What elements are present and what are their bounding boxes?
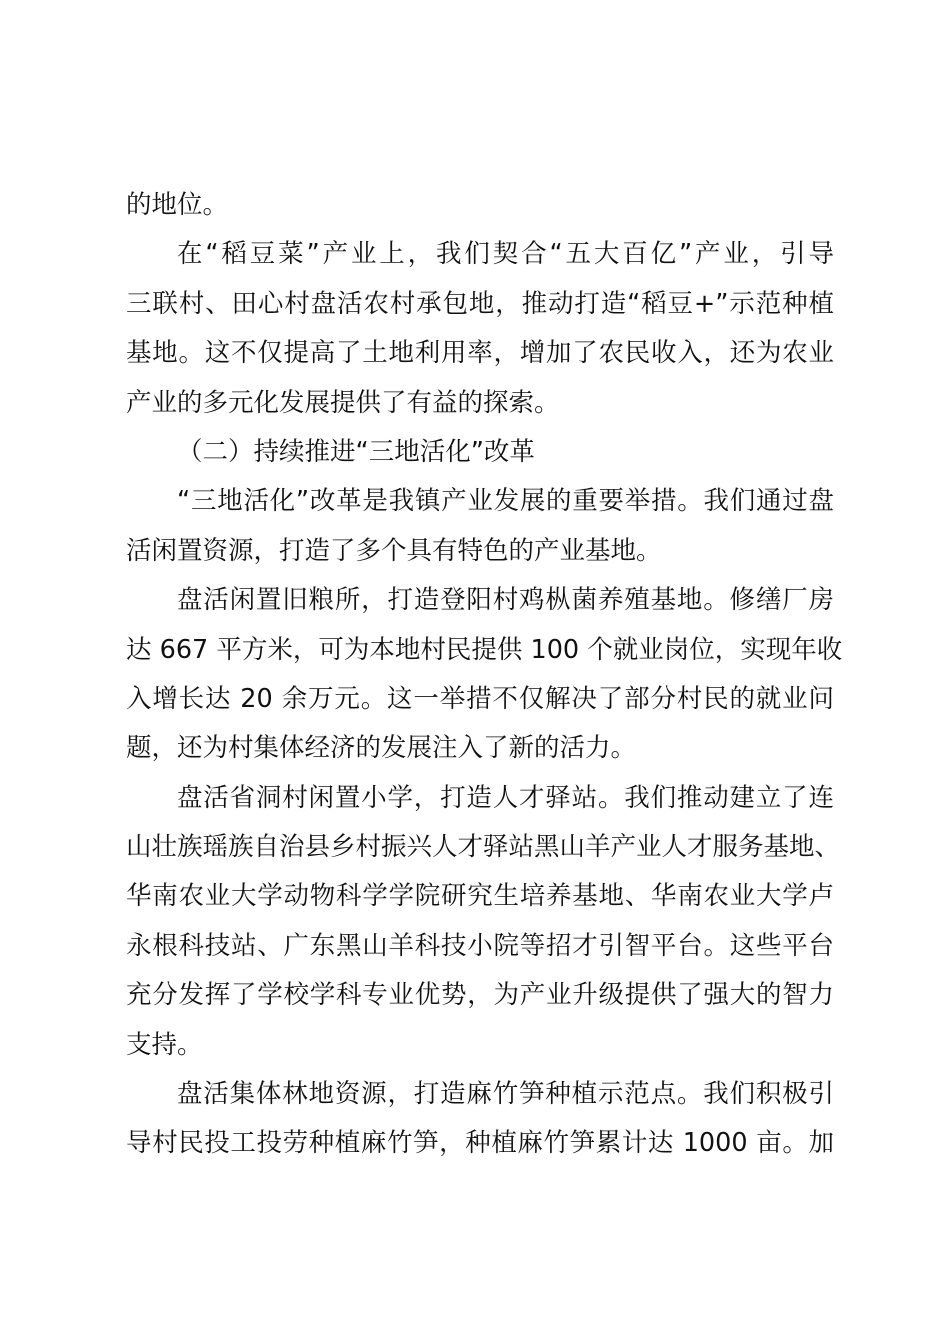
- text-line: 入增长达 20 余万元。这一举措不仅解决了部分村民的就业问: [126, 683, 834, 714]
- text-line: 基地。这不仅提高了土地利用率，增加了农民收入，还为农业: [126, 338, 834, 369]
- text-line: 达 667 平方米，可为本地村民提供 100 个就业岗位，实现年收: [126, 634, 843, 665]
- heading-line: （二）持续推进“三地活化”改革: [177, 436, 535, 467]
- document-body: [126, 181, 843, 1169]
- text-line: 盘活闲置旧粮所，打造登阳村鸡枞菌养殖基地。修缮厂房: [177, 585, 834, 616]
- paragraph-continuation: [126, 181, 834, 230]
- text-line: 盘活省洞村闲置小学，打造人才驿站。我们推动建立了连: [177, 782, 834, 813]
- text-line: “三地活化”改革是我镇产业发展的重要举措。我们通过盘: [177, 486, 834, 517]
- paragraph-rice-bean-vegetable: [126, 230, 834, 428]
- section-heading: [126, 428, 834, 477]
- text-line: 盘活集体林地资源，打造麻竹笋种植示范点。我们积极引: [177, 1079, 834, 1110]
- paragraph-grain-station: [126, 576, 843, 774]
- text-line: 华南农业大学动物科学学院研究生培养基地、华南农业大学卢: [126, 881, 834, 912]
- paragraph-bamboo-shoot: [126, 1070, 834, 1169]
- text-line: 充分发挥了学校学科专业优势，为产业升级提供了强大的智力: [126, 980, 834, 1011]
- text-line: 在“稻豆菜”产业上，我们契合“五大百亿”产业，引导: [177, 239, 834, 270]
- text-line: 山壮族瑶族自治县乡村振兴人才驿站黑山羊产业人才服务基地、: [126, 832, 841, 863]
- text-line: 产业的多元化发展提供了有益的探索。: [126, 387, 560, 418]
- text-line: 活闲置资源，打造了多个具有特色的产业基地。: [126, 535, 662, 566]
- text-line: 支持。: [126, 1029, 203, 1060]
- text-line: 的地位。: [126, 190, 229, 220]
- text-line: 三联村、田心村盘活农村承包地，推动打造“稻豆+”示范种植: [126, 288, 834, 319]
- text-line: 题，还为村集体经济的发展注入了新的活力。: [126, 733, 637, 764]
- text-line: 永根科技站、广东黑山羊科技小院等招才引智平台。这些平台: [126, 930, 834, 961]
- paragraph-talent-station: [126, 774, 841, 1070]
- paragraph-reform-intro: [126, 477, 834, 576]
- text-line: 导村民投工投劳种植麻竹笋，种植麻竹笋累计达 1000 亩。加: [126, 1128, 834, 1159]
